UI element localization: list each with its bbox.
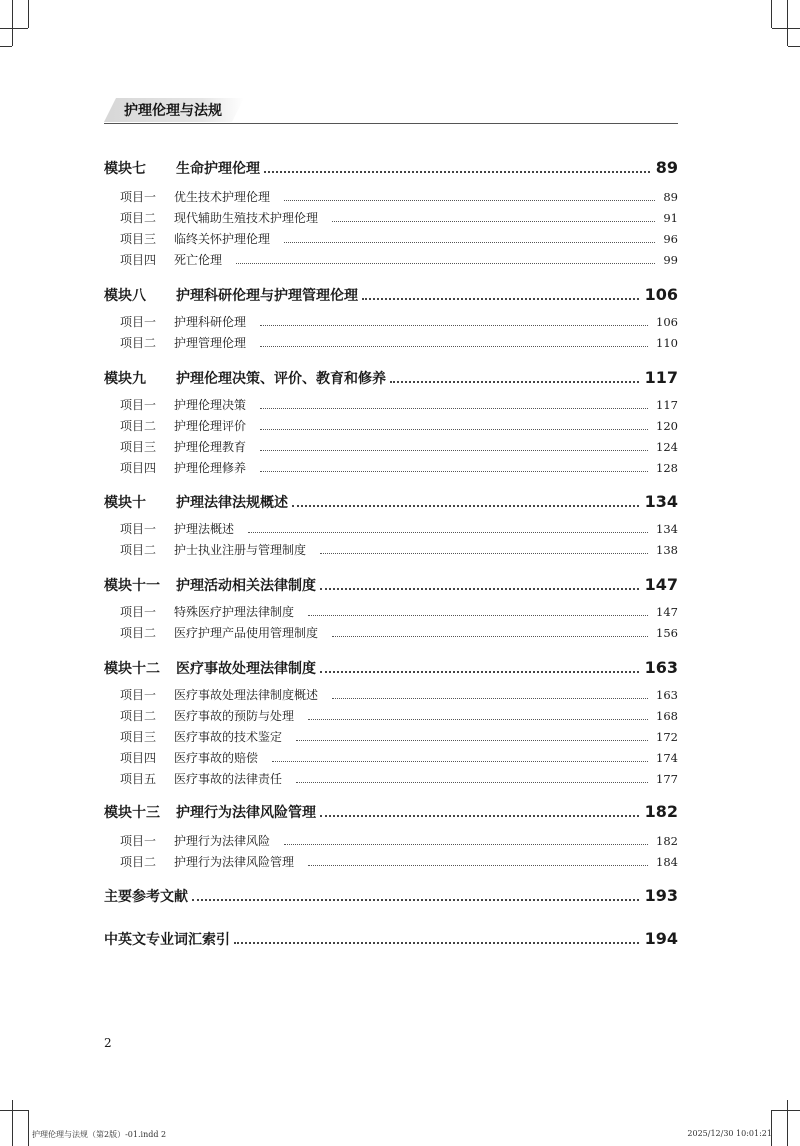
module-page: 134 bbox=[644, 492, 678, 511]
running-header-title: 护理伦理与法规 bbox=[124, 103, 222, 119]
toc-glossary-index[interactable] bbox=[104, 929, 678, 949]
module-title: 护理伦理决策、评价、教育和修养 bbox=[176, 371, 386, 387]
item-page: 168 bbox=[656, 709, 678, 723]
item-number: 项目四 bbox=[120, 751, 157, 765]
dot-leader bbox=[308, 615, 648, 616]
item-page: 174 bbox=[656, 751, 678, 765]
toc-item[interactable] bbox=[120, 749, 678, 766]
module-page: 117 bbox=[644, 368, 678, 387]
crop-mark bbox=[771, 0, 772, 28]
crop-mark bbox=[0, 28, 28, 29]
item-title: 护理伦理教育 bbox=[174, 440, 247, 454]
item-number: 项目三 bbox=[120, 232, 157, 246]
dot-leader bbox=[308, 865, 648, 866]
toc-item[interactable] bbox=[120, 520, 678, 537]
toc-item[interactable] bbox=[120, 832, 678, 849]
item-title: 现代辅助生殖技术护理伦理 bbox=[174, 211, 319, 225]
item-title: 护理法概述 bbox=[174, 522, 235, 536]
toc-item[interactable] bbox=[120, 230, 678, 247]
item-title: 死亡伦理 bbox=[174, 253, 223, 267]
toc-module[interactable] bbox=[104, 492, 678, 512]
dot-leader bbox=[362, 298, 639, 300]
dot-leader bbox=[320, 553, 648, 554]
item-page: 182 bbox=[656, 834, 678, 848]
dot-leader bbox=[264, 171, 650, 173]
print-footer-timestamp: 2025/12/30 10:01:21 bbox=[687, 1129, 772, 1138]
module-title: 护理科研伦理与护理管理伦理 bbox=[176, 288, 358, 304]
dot-leader bbox=[260, 346, 648, 347]
item-title: 医疗事故的法律责任 bbox=[174, 772, 283, 786]
item-number: 项目一 bbox=[120, 315, 157, 329]
toc-item[interactable] bbox=[120, 334, 678, 351]
glossary-index-page: 194 bbox=[644, 929, 678, 948]
item-number: 项目一 bbox=[120, 522, 157, 536]
item-number: 项目二 bbox=[120, 626, 157, 640]
item-page: 120 bbox=[656, 419, 678, 433]
item-page: 177 bbox=[656, 772, 678, 786]
item-title: 护理伦理评价 bbox=[174, 419, 247, 433]
toc-references[interactable] bbox=[104, 886, 678, 906]
item-title: 优生技术护理伦理 bbox=[174, 190, 271, 204]
item-number: 项目三 bbox=[120, 440, 157, 454]
item-number: 项目五 bbox=[120, 772, 157, 786]
toc-module[interactable] bbox=[104, 368, 678, 388]
item-page: 124 bbox=[656, 440, 678, 454]
module-page: 106 bbox=[644, 285, 678, 304]
crop-mark bbox=[772, 28, 800, 29]
item-page: 128 bbox=[656, 461, 678, 475]
item-page: 117 bbox=[656, 398, 678, 412]
toc-module[interactable] bbox=[104, 658, 678, 678]
module-number: 模块九 bbox=[104, 371, 146, 387]
toc-item[interactable] bbox=[120, 624, 678, 641]
item-page: 138 bbox=[656, 543, 678, 557]
references-title: 主要参考文献 bbox=[104, 889, 188, 905]
module-title: 医疗事故处理法律制度 bbox=[176, 661, 316, 677]
dot-leader bbox=[332, 698, 648, 699]
item-title: 医疗事故的技术鉴定 bbox=[174, 730, 283, 744]
dot-leader bbox=[260, 450, 648, 451]
crop-mark bbox=[0, 1110, 28, 1111]
crop-mark bbox=[788, 46, 800, 47]
toc-module[interactable] bbox=[104, 575, 678, 595]
item-number: 项目二 bbox=[120, 855, 157, 869]
item-number: 项目四 bbox=[120, 253, 157, 267]
item-number: 项目二 bbox=[120, 336, 157, 350]
dot-leader bbox=[272, 761, 648, 762]
dot-leader bbox=[284, 200, 655, 201]
module-page: 182 bbox=[644, 802, 678, 821]
module-number: 模块十二 bbox=[104, 661, 160, 677]
toc-item[interactable] bbox=[120, 438, 678, 455]
module-number: 模块十三 bbox=[104, 805, 160, 821]
toc-item[interactable] bbox=[120, 603, 678, 620]
item-title: 护理管理伦理 bbox=[174, 336, 247, 350]
dot-leader bbox=[260, 325, 648, 326]
dot-leader bbox=[308, 719, 648, 720]
module-title: 生命护理伦理 bbox=[176, 161, 260, 177]
header-rule bbox=[104, 123, 678, 124]
item-number: 项目一 bbox=[120, 834, 157, 848]
print-footer-filename: 护理伦理与法规（第2版）-01.indd 2 bbox=[32, 1130, 167, 1139]
dot-leader bbox=[320, 671, 639, 673]
dot-leader bbox=[248, 532, 648, 533]
crop-mark bbox=[0, 46, 12, 47]
page-number: 2 bbox=[104, 1036, 112, 1050]
toc-item[interactable] bbox=[120, 686, 678, 703]
item-page: 134 bbox=[656, 522, 678, 536]
crop-mark bbox=[787, 0, 788, 46]
crop-mark bbox=[28, 1110, 29, 1146]
module-number: 模块八 bbox=[104, 288, 146, 304]
crop-mark bbox=[28, 0, 29, 28]
crop-mark bbox=[771, 1110, 772, 1146]
item-number: 项目一 bbox=[120, 190, 157, 204]
dot-leader bbox=[284, 242, 655, 243]
module-page: 89 bbox=[655, 158, 678, 177]
dot-leader bbox=[332, 636, 648, 637]
glossary-index-title: 中英文专业词汇索引 bbox=[104, 932, 230, 948]
references-page: 193 bbox=[644, 886, 678, 905]
toc-module[interactable] bbox=[104, 285, 678, 305]
dot-leader bbox=[234, 942, 639, 944]
crop-mark bbox=[772, 1110, 800, 1111]
item-title: 特殊医疗护理法律制度 bbox=[174, 605, 295, 619]
item-title: 护理行为法律风险管理 bbox=[174, 855, 295, 869]
item-page: 147 bbox=[656, 605, 678, 619]
module-title: 护理行为法律风险管理 bbox=[176, 805, 316, 821]
crop-mark bbox=[12, 0, 13, 46]
item-title: 护理行为法律风险 bbox=[174, 834, 271, 848]
item-title: 医疗事故的赔偿 bbox=[174, 751, 259, 765]
toc-item[interactable] bbox=[120, 770, 678, 787]
toc-module[interactable] bbox=[104, 158, 678, 178]
dot-leader bbox=[236, 263, 655, 264]
crop-mark bbox=[12, 1100, 13, 1146]
dot-leader bbox=[390, 381, 639, 383]
item-number: 项目一 bbox=[120, 398, 157, 412]
item-page: 91 bbox=[663, 211, 678, 225]
dot-leader bbox=[260, 471, 648, 472]
dot-leader bbox=[332, 221, 655, 222]
item-title: 护理伦理修养 bbox=[174, 461, 247, 475]
dot-leader bbox=[296, 782, 648, 783]
item-number: 项目一 bbox=[120, 688, 157, 702]
item-page: 89 bbox=[663, 190, 678, 204]
module-number: 模块十一 bbox=[104, 578, 160, 594]
toc-item[interactable] bbox=[120, 313, 678, 330]
item-page: 99 bbox=[663, 253, 678, 267]
item-title: 医疗事故处理法律制度概述 bbox=[174, 688, 319, 702]
item-number: 项目一 bbox=[120, 605, 157, 619]
dot-leader bbox=[192, 899, 639, 901]
item-page: 110 bbox=[656, 336, 678, 350]
item-page: 96 bbox=[663, 232, 678, 246]
item-number: 项目三 bbox=[120, 730, 157, 744]
item-title: 护理科研伦理 bbox=[174, 315, 247, 329]
toc-item[interactable] bbox=[120, 188, 678, 205]
item-title: 护士执业注册与管理制度 bbox=[174, 543, 307, 557]
dot-leader bbox=[320, 815, 639, 817]
toc-item[interactable] bbox=[120, 728, 678, 745]
toc-module[interactable] bbox=[104, 802, 678, 822]
item-title: 护理伦理决策 bbox=[174, 398, 247, 412]
toc-item[interactable] bbox=[120, 209, 678, 226]
dot-leader bbox=[260, 429, 648, 430]
item-page: 184 bbox=[656, 855, 678, 869]
dot-leader bbox=[284, 844, 648, 845]
toc-item[interactable] bbox=[120, 417, 678, 434]
item-number: 项目二 bbox=[120, 709, 157, 723]
item-page: 156 bbox=[656, 626, 678, 640]
item-page: 172 bbox=[656, 730, 678, 744]
module-page: 163 bbox=[644, 658, 678, 677]
dot-leader bbox=[296, 740, 648, 741]
crop-mark bbox=[787, 1100, 788, 1146]
toc-item[interactable] bbox=[120, 459, 678, 476]
item-number: 项目四 bbox=[120, 461, 157, 475]
toc-item[interactable] bbox=[120, 251, 678, 268]
toc-item[interactable] bbox=[120, 541, 678, 558]
dot-leader bbox=[320, 588, 639, 590]
item-title: 医疗护理产品使用管理制度 bbox=[174, 626, 319, 640]
item-page: 106 bbox=[656, 315, 678, 329]
item-page: 163 bbox=[656, 688, 678, 702]
item-number: 项目二 bbox=[120, 211, 157, 225]
module-number: 模块七 bbox=[104, 161, 146, 177]
item-title: 临终关怀护理伦理 bbox=[174, 232, 271, 246]
item-number: 项目二 bbox=[120, 543, 157, 557]
item-number: 项目二 bbox=[120, 419, 157, 433]
module-title: 护理法律法规概述 bbox=[176, 495, 288, 511]
dot-leader bbox=[292, 505, 639, 507]
module-title: 护理活动相关法律制度 bbox=[176, 578, 316, 594]
toc-item[interactable] bbox=[120, 396, 678, 413]
toc-item[interactable] bbox=[120, 853, 678, 870]
item-title: 医疗事故的预防与处理 bbox=[174, 709, 295, 723]
module-number: 模块十 bbox=[104, 495, 146, 511]
toc-item[interactable] bbox=[120, 707, 678, 724]
module-page: 147 bbox=[644, 575, 678, 594]
dot-leader bbox=[260, 408, 648, 409]
